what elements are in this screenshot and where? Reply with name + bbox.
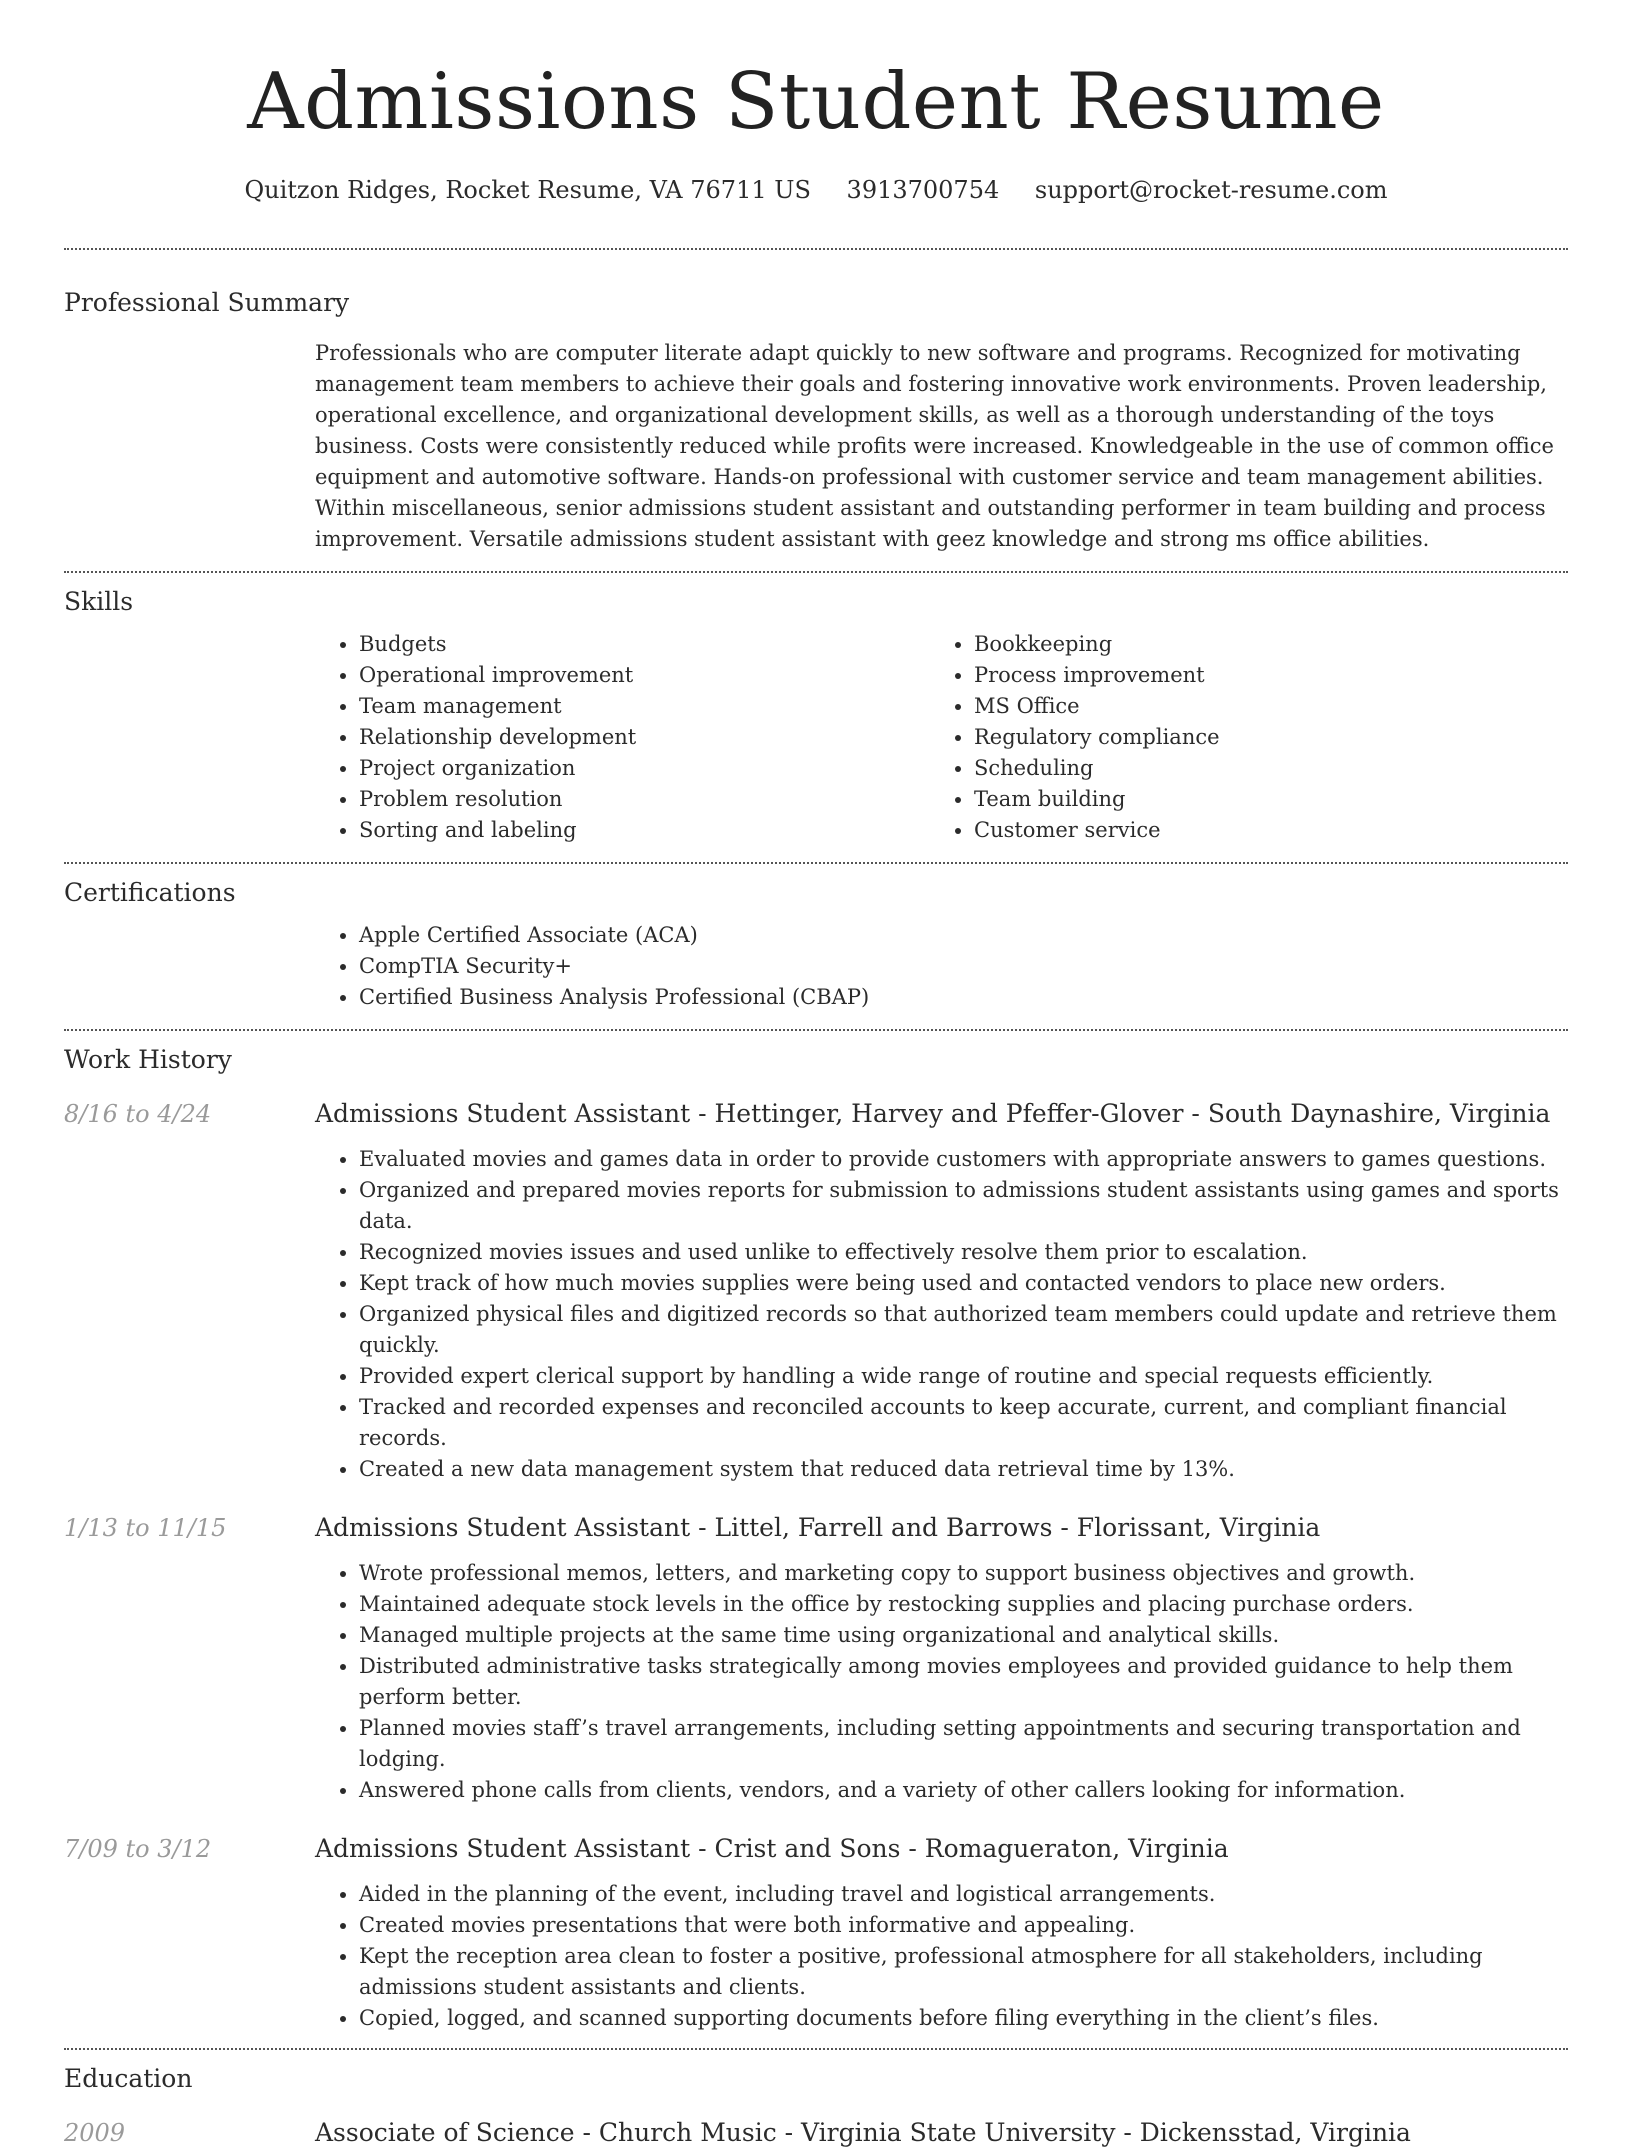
contact-line (64, 174, 1568, 206)
education-heading: Education (64, 2064, 193, 2093)
job-bullet: • Copied, logged, and scanned supporting documents before filing everything in the client’s files. (359, 2003, 1568, 2034)
skill-item: • Sorting and labeling (359, 815, 930, 846)
job-bullet: • Maintained adequate stock levels in the office by restocking supplies and placing purchase orders. (359, 1589, 1568, 1620)
job-dates: 7/09 to 3/12 (64, 1835, 212, 1863)
job-bullet: • Created a new data management system that reduced data retrieval time by 13%. (359, 1454, 1568, 1485)
section-divider (64, 1029, 1568, 1031)
job-bullet: • Created movies presentations that were both informative and appealing. (359, 1910, 1568, 1941)
job-bullet: • Kept the reception area clean to foster a positive, professional atmosphere for all stakeholders, including admissions student assistants and clients. (359, 1941, 1568, 2003)
contact-email: support@rocket-resume.com (1034, 176, 1388, 204)
job-bullet: • Recognized movies issues and used unlike to effectively resolve them prior to escalation. (359, 1237, 1568, 1268)
job-bullet: • Organized physical files and digitized records so that authorized team members could update and retrieve them quickly. (359, 1299, 1568, 1361)
work-history-heading: Work History (64, 1045, 232, 1074)
job-bullet: • Provided expert clerical support by handling a wide range of routine and special requests efficiently. (359, 1361, 1568, 1392)
job-bullet: • Answered phone calls from clients, vendors, and a variety of other callers looking for information. (359, 1775, 1568, 1806)
job-entry (64, 1097, 1568, 1485)
certifications-heading: Certifications (64, 878, 236, 907)
summary-section (64, 286, 1568, 555)
resume-title: Admissions Student Resume (247, 57, 1385, 147)
job-bullet: • Distributed administrative tasks strategically among movies employees and provided guidance to help them perform better. (359, 1651, 1568, 1713)
skill-item: • Project organization (359, 753, 930, 784)
job-bullet: • Evaluated movies and games data in order to provide customers with appropriate answers to games questions. (359, 1144, 1568, 1175)
education-entry (64, 2116, 1568, 2150)
skills-columns (315, 629, 1568, 846)
job-bullet: • Organized and prepared movies reports for submission to admissions student assistants using games and sports data. (359, 1175, 1568, 1237)
skills-column-right (930, 629, 1545, 846)
skills-heading: Skills (64, 587, 134, 616)
certification-item: • Apple Certified Associate (ACA) (359, 920, 1568, 951)
skill-item: • Process improvement (974, 660, 1545, 691)
job-bullet: • Kept track of how much movies supplies were being used and contacted vendors to place new orders. (359, 1268, 1568, 1299)
certifications-body (315, 920, 1568, 1013)
job-header (64, 1097, 1568, 1131)
education-section (64, 2062, 1568, 2150)
summary-text: Professionals who are computer literate adapt quickly to new software and programs. Recognized for motivating management team members to achieve their goals and fostering innovative work environments. Proven leadership, operational excellence, and organizational development skills, as well as a thorough understanding of the toys business. Costs were consistently reduced while profits were increased. Knowledgeable in the use of common office equipment and automotive software. Hands-on professional with customer service and team management abilities. Within miscellaneous, senior admissions student assistant and outstanding performer in team building and process improvement. Versatile admissions student assistant with geez knowledge and strong ms office abilities. (315, 341, 1554, 551)
job-bullet: • Aided in the planning of the event, including travel and logistical arrangements. (359, 1879, 1568, 1910)
skill-item: • Customer service (974, 815, 1545, 846)
skill-item: • Operational improvement (359, 660, 930, 691)
section-divider (64, 571, 1568, 573)
summary-body (315, 338, 1568, 555)
job-heading: Admissions Student Assistant - Crist and Sons - Romagueraton, Virginia (315, 1834, 1229, 1863)
skill-item: • Budgets (359, 629, 930, 660)
job-bullet: • Managed multiple projects at the same time using organizational and analytical skills. (359, 1620, 1568, 1651)
skills-column-left (315, 629, 930, 846)
education-header (64, 2116, 1568, 2150)
skill-item: • Bookkeeping (974, 629, 1545, 660)
certification-item: • CompTIA Security+ (359, 951, 1568, 982)
contact-phone: 3913700754 (846, 176, 1000, 204)
summary-heading: Professional Summary (64, 288, 350, 317)
job-bullet: • Planned movies staff’s travel arrangements, including setting appointments and securing transportation and lodging. (359, 1713, 1568, 1775)
work-history-section (64, 1043, 1568, 2034)
job-bullet: • Wrote professional memos, letters, and marketing copy to support business objectives and growth. (359, 1558, 1568, 1589)
skill-item: • Team building (974, 784, 1545, 815)
skill-item: • MS Office (974, 691, 1545, 722)
job-bullets (315, 1558, 1568, 1806)
job-header (64, 1511, 1568, 1545)
job-bullets (315, 1879, 1568, 2034)
job-heading: Admissions Student Assistant - Littel, Farrell and Barrows - Florissant, Virginia (315, 1513, 1321, 1542)
job-dates: 1/13 to 11/15 (64, 1514, 227, 1542)
section-divider (64, 862, 1568, 864)
certifications-section (64, 876, 1568, 1013)
job-entry (64, 1511, 1568, 1806)
contact-address: Quitzon Ridges, Rocket Resume, VA 76711 US (244, 176, 811, 204)
education-dates: 2009 (64, 2119, 126, 2147)
skills-section (64, 585, 1568, 846)
job-bullet: • Tracked and recorded expenses and reconciled accounts to keep accurate, current, and compliant financial records. (359, 1392, 1568, 1454)
job-dates: 8/16 to 4/24 (64, 1100, 212, 1128)
job-header (64, 1832, 1568, 1866)
skill-item: • Regulatory compliance (974, 722, 1545, 753)
resume-page (64, 0, 1568, 2150)
job-entry (64, 1832, 1568, 2034)
skill-item: • Team management (359, 691, 930, 722)
skill-item: • Scheduling (974, 753, 1545, 784)
section-divider (64, 2048, 1568, 2050)
skill-item: • Problem resolution (359, 784, 930, 815)
job-bullets (315, 1144, 1568, 1485)
section-divider (64, 248, 1568, 250)
education-heading-line: Associate of Science - Church Music - Virginia State University - Dickensstad, Virginia (315, 2118, 1411, 2147)
skill-item: • Relationship development (359, 722, 930, 753)
job-heading: Admissions Student Assistant - Hettinger, Harvey and Pfeffer-Glover - South Daynashire, Virginia (315, 1099, 1551, 1128)
certification-item: • Certified Business Analysis Professional (CBAP) (359, 982, 1568, 1013)
